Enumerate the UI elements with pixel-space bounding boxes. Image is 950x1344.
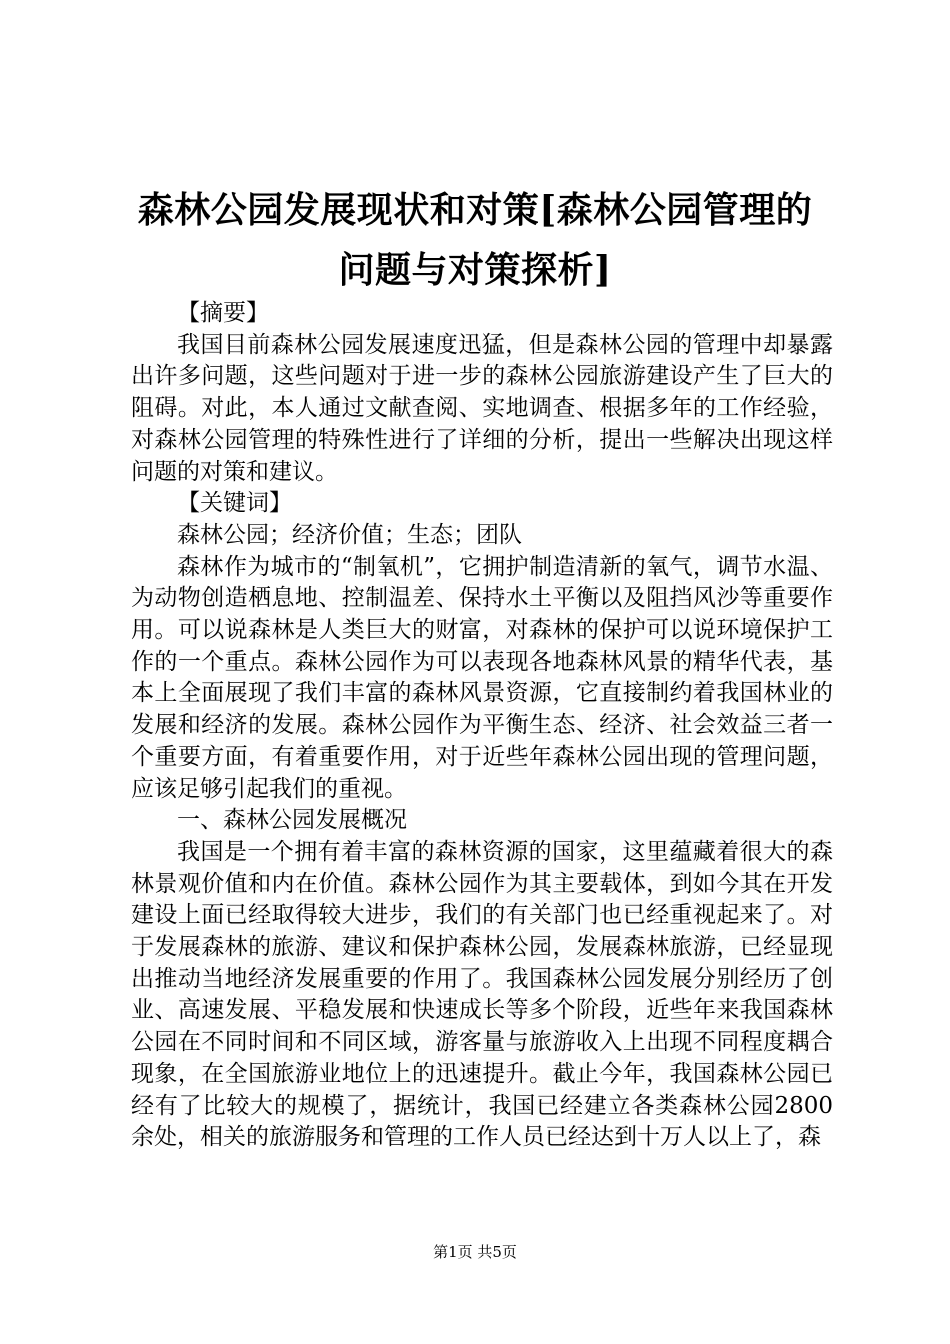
intro-paragraph: 森林作为城市的“制氧机”，它拥护制造清新的氧气，调节水温、为动物创造栖息地、控制温差、保持水土平衡以及阻挡风沙等重要作用。可以说森林是人类巨大的财富，对森林的保护可以说环境保护工作的一个重点。森林公园作为可以表现各地森林风景的精华代表，基本上全面展现了我们丰富的森林风景资源，它直接制约着我国林业的发展和经济的发展。森林公园作为平衡生态、经济、社会效益三者一个重要方面，有着重要作用，对于近些年森林公园出现的管理问题，应该足够引起我们的重视。 <box>131 553 833 802</box>
abstract-heading: 【摘要】 <box>177 300 269 326</box>
abstract-paragraph: 我国目前森林公园发展速度迅猛，但是森林公园的管理中却暴露出许多问题，这些问题对于进一步的森林公园旅游建设产生了巨大的阻碍。对此，本人通过文献查阅、实地调查、根据多年的工作经验，对森林公园管理的特殊性进行了详细的分析，提出一些解决出现这样问题的对策和建议。 <box>131 331 833 485</box>
keywords-paragraph: 森林公园；经济价值；生态；团队 <box>177 521 522 548</box>
page-footer: 第1页 共5页 <box>433 1243 517 1261</box>
document-title: 森林公园发展现状和对策[森林公园管理的问题与对策探析] <box>137 189 813 291</box>
document-body <box>131 298 833 1154</box>
section-heading: 一、森林公园发展概况 <box>177 807 407 834</box>
keywords-heading: 【关键词】 <box>177 490 292 517</box>
section-paragraph: 我国是一个拥有着丰富的森林资源的国家，这里蕴藏着很大的森林景观价值和内在价值。森林公园作为其主要载体，到如今其在开发建设上面已经取得较大进步，我们的有关部门也已经重视起来了。对于发展森林的旅游、建议和保护森林公园，发展森林旅游，已经显现出推动当地经济发展重要的作用了。我国森林公园发展分别经历了创业、高速发展、平稳发展和快速成长等多个阶段，近些年来我国森林公园在不同时间和不同区域，游客量与旅游收入上出现不同程度耦合现象，在全国旅游业地位上的迅速提升。截止今年，我国森林公园已经有了比较大的规模了，据统计，我国已经建立各类森林公园2800余处，相关的旅游服务和管理的工作人员已经达到十万人以上了，森 <box>131 838 833 1151</box>
